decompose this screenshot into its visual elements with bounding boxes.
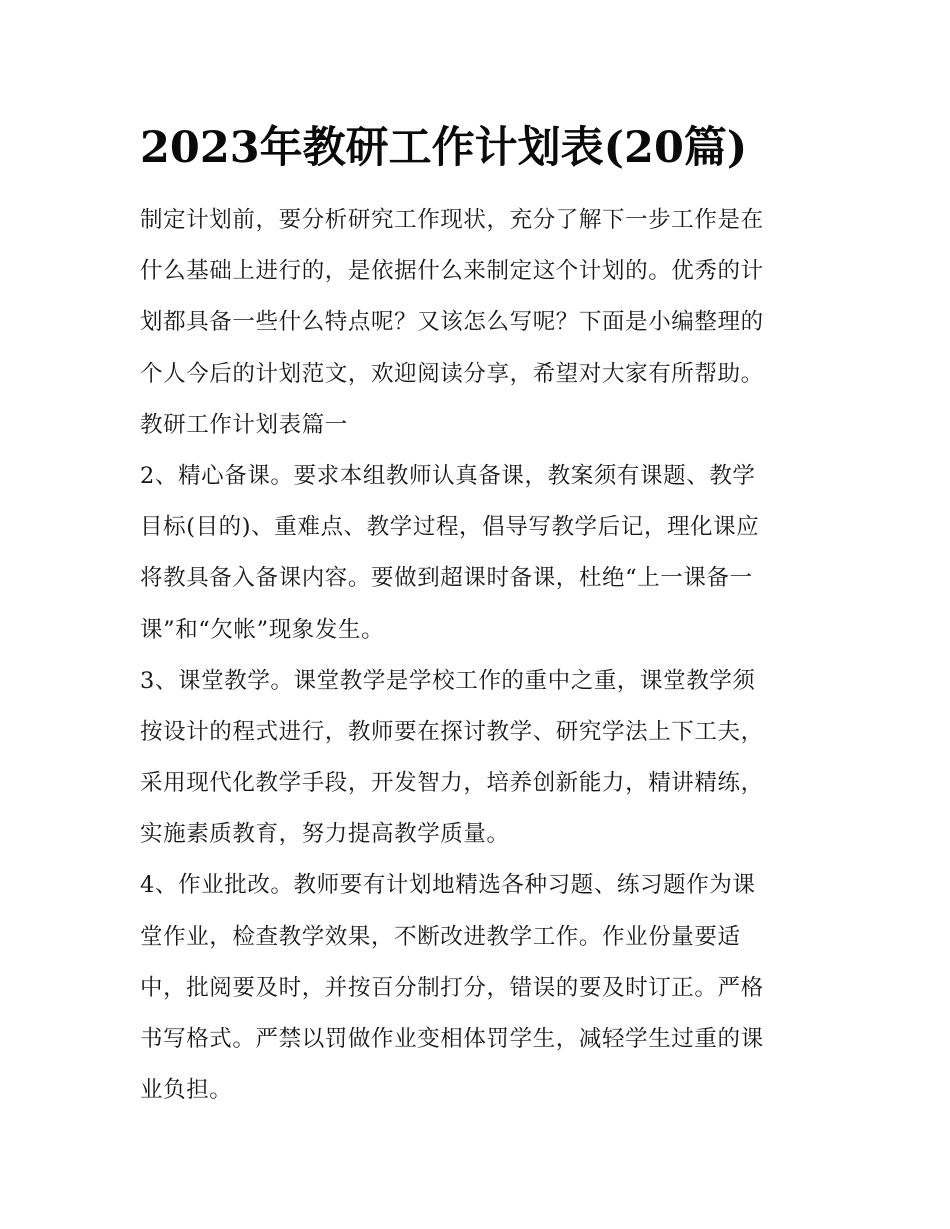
- text-line: 什么基础上进行的，是依据什么来制定这个计划的。优秀的计: [140, 258, 764, 285]
- text-line: 按设计的程式进行，教师要在探讨教学、研究学法上下工夫，: [140, 718, 764, 745]
- text-line: 2、精心备课。要求本组教师认真备课，教案须有课题、教学: [140, 462, 756, 489]
- text-line: 书写格式。严禁以罚做作业变相体罚学生，减轻学生过重的课: [140, 1026, 764, 1052]
- text-line: 课”和“欠帐”现象发生。: [140, 616, 385, 643]
- text-line: 个人今后的计划范文，欢迎阅读分享，希望对大家有所帮助。: [140, 360, 764, 387]
- text-line: 堂作业，检查教学效果，不断改进教学工作。作业份量要适: [140, 923, 741, 950]
- document-title: 2023年教研工作计划表(20篇): [140, 123, 748, 173]
- text-line: 采用现代化教学手段，开发智力，培养创新能力，精讲精练，: [140, 770, 764, 797]
- document-body: [140, 195, 812, 1116]
- text-line: 3、课堂教学。课堂教学是学校工作的重中之重，课堂教学须: [140, 667, 756, 694]
- text-line: 制定计划前，要分析研究工作现状，充分了解下一步工作是在: [140, 207, 764, 233]
- text-line: 4、作业批改。教师要有计划地精选各种习题、练习题作为课: [140, 872, 756, 899]
- text-line: 中，批阅要及时，并按百分制打分，错误的要及时订正。严格: [140, 974, 764, 1001]
- text-line: 业负担。: [140, 1077, 233, 1104]
- text-line: 划都具备一些什么特点呢？又该怎么写呢？下面是小编整理的: [140, 309, 764, 336]
- document-page: [140, 118, 812, 1116]
- section-heading: 教研工作计划表篇一: [140, 411, 348, 438]
- text-line: 实施素质教育，努力提高教学质量。: [140, 821, 510, 848]
- text-line: 将教具备入备课内容。要做到超课时备课，杜绝“上一课备一: [140, 565, 753, 592]
- text-line: 目标(目的)、重难点、教学过程，倡导写教学后记，理化课应: [140, 514, 760, 541]
